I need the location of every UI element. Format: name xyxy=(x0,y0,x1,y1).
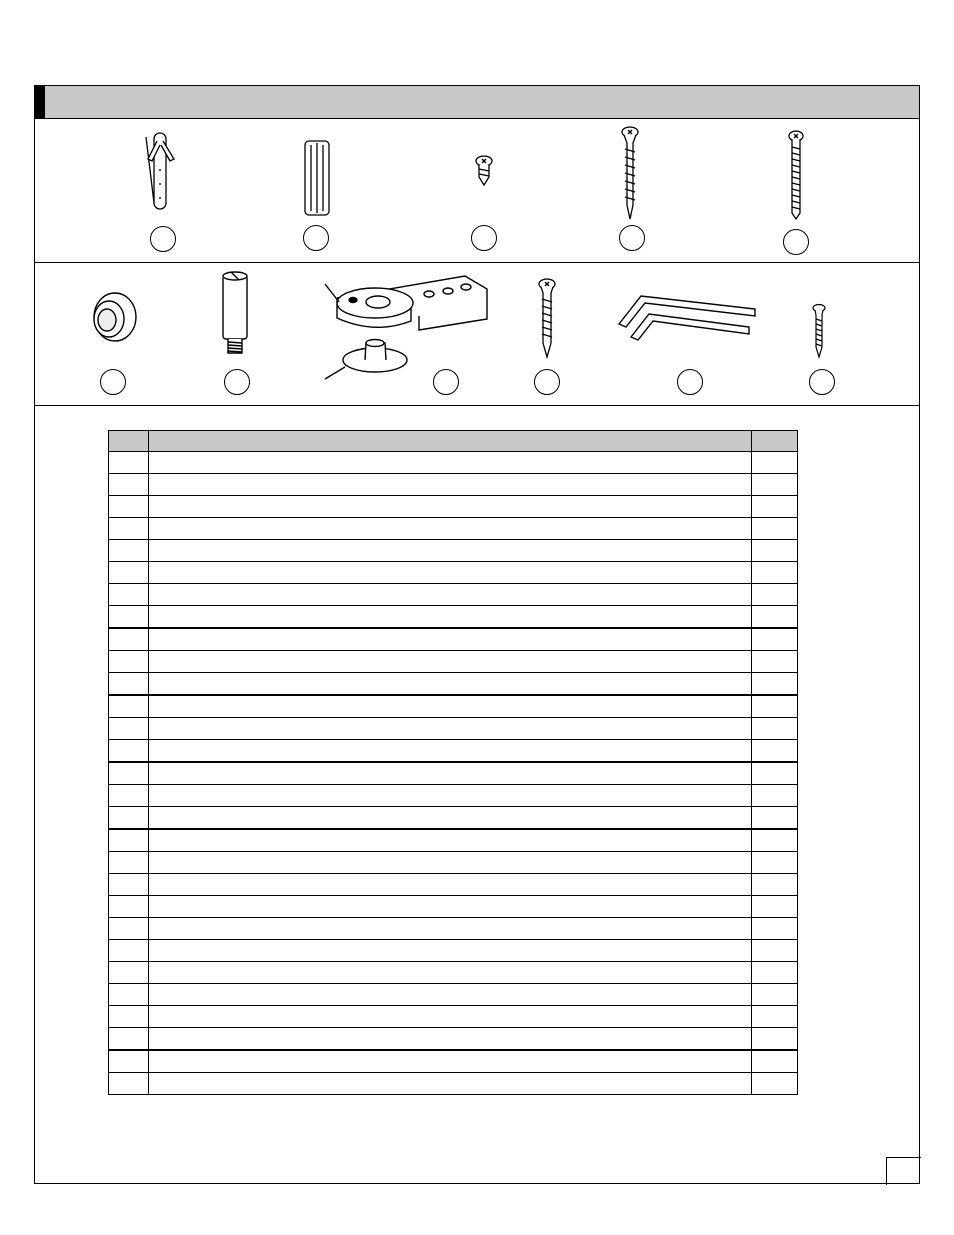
table-row xyxy=(109,718,798,740)
cell-quantity xyxy=(752,918,798,940)
cell-key xyxy=(109,785,149,807)
table-row xyxy=(109,584,798,606)
cell-key xyxy=(109,1006,149,1028)
cell-description xyxy=(149,584,752,606)
cell-quantity xyxy=(752,852,798,874)
cell-quantity xyxy=(752,940,798,962)
callout-row2-1 xyxy=(100,369,126,395)
threaded-post-icon xyxy=(223,272,247,353)
cell-key xyxy=(109,740,149,763)
table-row xyxy=(109,829,798,852)
callout-row2-3 xyxy=(433,369,459,395)
callout-row1-1 xyxy=(150,226,176,252)
cell-quantity xyxy=(752,1028,798,1051)
cell-description xyxy=(149,807,752,830)
rubber-bumper-icon xyxy=(94,293,136,341)
cell-description xyxy=(149,628,752,651)
short-pan-head-screw-icon xyxy=(476,156,492,185)
cell-description xyxy=(149,452,752,474)
table-row xyxy=(109,807,798,830)
long-flat-head-wood-screw-icon xyxy=(622,127,638,219)
header-marker xyxy=(35,86,45,118)
cell-quantity xyxy=(752,829,798,852)
cell-quantity xyxy=(752,695,798,718)
cell-quantity xyxy=(752,1050,798,1073)
table-row xyxy=(109,628,798,651)
cell-key xyxy=(109,628,149,651)
cell-description xyxy=(149,474,752,496)
table-row xyxy=(109,518,798,540)
column-header-key xyxy=(109,431,149,452)
cell-description xyxy=(149,962,752,984)
parts-table-body xyxy=(109,452,798,1095)
cell-key xyxy=(109,1073,149,1095)
small-wood-screw-icon xyxy=(813,305,825,358)
cell-quantity xyxy=(752,896,798,918)
cell-key xyxy=(109,807,149,830)
cell-quantity xyxy=(752,807,798,830)
cell-quantity xyxy=(752,718,798,740)
cell-description xyxy=(149,1073,752,1095)
cell-description xyxy=(149,496,752,518)
cell-description xyxy=(149,673,752,696)
cell-description xyxy=(149,518,752,540)
table-row xyxy=(109,695,798,718)
cell-description xyxy=(149,740,752,763)
cell-quantity xyxy=(752,584,798,606)
medium-wood-screw-icon xyxy=(539,279,555,357)
hardware-row-1 xyxy=(35,119,919,263)
cell-quantity xyxy=(752,562,798,584)
page-frame xyxy=(34,85,920,1184)
table-row xyxy=(109,1006,798,1028)
cell-quantity xyxy=(752,673,798,696)
cell-description xyxy=(149,695,752,718)
cell-key xyxy=(109,762,149,785)
table-row xyxy=(109,1028,798,1051)
table-row xyxy=(109,740,798,763)
cell-description xyxy=(149,852,752,874)
section-header-bar xyxy=(35,86,919,119)
cell-description xyxy=(149,785,752,807)
cell-quantity xyxy=(752,984,798,1006)
table-row xyxy=(109,1073,798,1095)
table-row xyxy=(109,540,798,562)
table-row xyxy=(109,785,798,807)
cell-quantity xyxy=(752,1006,798,1028)
cell-quantity xyxy=(752,518,798,540)
cell-description xyxy=(149,940,752,962)
table-row xyxy=(109,606,798,629)
table-row xyxy=(109,452,798,474)
table-row xyxy=(109,496,798,518)
cell-quantity xyxy=(752,762,798,785)
cell-description xyxy=(149,1050,752,1073)
cell-quantity xyxy=(752,1073,798,1095)
cell-key xyxy=(109,518,149,540)
table-row xyxy=(109,474,798,496)
cell-description xyxy=(149,984,752,1006)
table-row xyxy=(109,918,798,940)
table-header-row xyxy=(109,431,798,452)
table-row xyxy=(109,673,798,696)
table-row xyxy=(109,762,798,785)
cell-key xyxy=(109,606,149,629)
cell-key xyxy=(109,1028,149,1051)
cell-key xyxy=(109,918,149,940)
callout-row2-6 xyxy=(809,369,835,395)
cell-description xyxy=(149,1028,752,1051)
cell-key xyxy=(109,718,149,740)
callout-row1-5 xyxy=(783,229,809,255)
cell-description xyxy=(149,540,752,562)
cell-description xyxy=(149,718,752,740)
split-wall-anchor-icon xyxy=(146,133,174,209)
cell-description xyxy=(149,896,752,918)
cell-quantity xyxy=(752,962,798,984)
cell-quantity xyxy=(752,606,798,629)
cell-key xyxy=(109,452,149,474)
column-header-description xyxy=(149,431,752,452)
cell-key xyxy=(109,940,149,962)
callout-row1-4 xyxy=(619,225,645,251)
table-row xyxy=(109,896,798,918)
cell-description xyxy=(149,1006,752,1028)
table-row xyxy=(109,651,798,673)
page-number xyxy=(886,1157,921,1185)
cell-quantity xyxy=(752,651,798,673)
cell-quantity xyxy=(752,740,798,763)
cell-key xyxy=(109,474,149,496)
hex-keys-icon xyxy=(619,296,755,340)
cell-key xyxy=(109,540,149,562)
hardware-row-2 xyxy=(35,263,919,406)
column-header-quantity xyxy=(752,431,798,452)
table-row xyxy=(109,874,798,896)
cell-quantity xyxy=(752,785,798,807)
cell-quantity xyxy=(752,628,798,651)
cell-key xyxy=(109,651,149,673)
bracket-and-washer-assembly-icon xyxy=(325,276,487,379)
table-row xyxy=(109,852,798,874)
cell-key xyxy=(109,1050,149,1073)
cell-description xyxy=(149,918,752,940)
table-row xyxy=(109,962,798,984)
cell-description xyxy=(149,562,752,584)
cell-quantity xyxy=(752,452,798,474)
table-row xyxy=(109,562,798,584)
cell-key xyxy=(109,984,149,1006)
cell-key xyxy=(109,829,149,852)
cell-description xyxy=(149,829,752,852)
cell-quantity xyxy=(752,496,798,518)
parts-list-table xyxy=(108,430,798,1095)
cell-description xyxy=(149,762,752,785)
cell-quantity xyxy=(752,474,798,496)
cell-quantity xyxy=(752,540,798,562)
callout-row2-2 xyxy=(224,369,250,395)
cell-key xyxy=(109,962,149,984)
callout-row2-4 xyxy=(534,369,560,395)
cell-key xyxy=(109,673,149,696)
callout-row1-3 xyxy=(471,225,497,251)
cell-description xyxy=(149,606,752,629)
callout-row1-2 xyxy=(303,225,329,251)
cell-key xyxy=(109,496,149,518)
table-row xyxy=(109,984,798,1006)
ribbed-plastic-anchor-icon xyxy=(305,141,329,215)
table-row xyxy=(109,940,798,962)
cell-key xyxy=(109,695,149,718)
cell-key xyxy=(109,562,149,584)
table-row xyxy=(109,1050,798,1073)
cell-key xyxy=(109,896,149,918)
cell-description xyxy=(149,651,752,673)
callout-row2-5 xyxy=(677,369,703,395)
cell-quantity xyxy=(752,874,798,896)
cell-key xyxy=(109,584,149,606)
cell-description xyxy=(149,874,752,896)
cell-key xyxy=(109,852,149,874)
cell-key xyxy=(109,874,149,896)
long-pan-head-machine-screw-icon xyxy=(789,131,803,219)
